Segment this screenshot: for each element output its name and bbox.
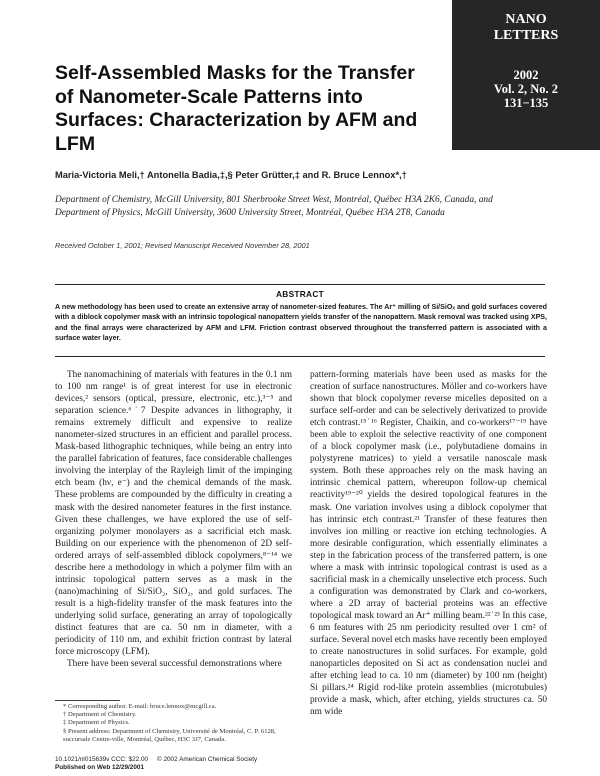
journal-name [452, 12, 600, 44]
footnote-present-address: § Present address: Department of Chemistry, Université de Montréal, C. P. 6128, succursale Centre-ville, Montréal, Québec, H3C 3J7, Canada. [63, 727, 276, 743]
abstract-heading: ABSTRACT [275, 289, 325, 299]
journal-citation [452, 68, 600, 110]
abstract-top-rule [55, 284, 545, 285]
journal-name-line1: NANO [505, 12, 547, 27]
imprint [55, 756, 257, 772]
journal-badge [452, 0, 600, 150]
author-list: Maria-Victoria Meli,† Antonella Badia,‡,§ Peter Grütter,‡ and R. Bruce Lennox*,† [55, 170, 407, 180]
abstract-text: A new methodology has been used to create an extensive array of nanometer-sized features. The Ar⁺ milling of Si/SiOₓ and gold surfaces covered with a diblock copolymer mask with an intrinsic topological nanopattern yields transfer of the nanopattern. Mask removal was tracked using XPS, and the final arrays were characterized by AFM and LFM. Friction contrast observed throughout the transferred pattern is associated with a surface water layer. [55, 303, 547, 343]
footnote-rule [55, 700, 120, 701]
body-paragraph: The nanomachining of materials with features in the 0.1 nm to 100 nm range¹ is of great interest for use in electronic devices,² sensors (optical, pressure, electronic, etc.),³⁻⁵ and separation science.⁶˙7 Despite advances in lithography, it remains extremely difficult and expensive to realize nanometer-sized structures in an efficient and parallel process. Mask-based lithographic techniques, while being an entry into the parallel fabrication of features, face considerable challenges involving the interplay of the Rayleigh limit of the impinging etch beam (hν, e⁻) and the chemical demands of the mask. These problems are compounded by the difficulty in creating a mask with the desired nanometer features in the first instance. Given these challenges, we have explored the use of self-organizing polymer monolayers as a sacrificial etch mask. Building on our experience with the phenomenon of 2D self-ordered arrays of self-assembled diblock copolymers,⁸⁻¹⁴ we describe here a methodology in which a polymer film with an intrinsic topological pattern serves as a mask in the (nano)machining of Si/SiO₂, SiO₂, and gold surfaces. The result is a high-fidelity transfer of the mask features into the underlying solid surface, generating an array of topologically distinct features that are ca. 50 nm in diameter, with a periodicity of 110 nm, and exhibit friction contrast by lateral force microscopy (LFM). [55, 370, 292, 658]
article-title: Self-Assembled Masks for the Transfer of Nanometer-Scale Patterns into Surfaces: Characterization by AFM and LFM [55, 62, 418, 155]
abstract-bottom-rule [55, 356, 545, 357]
journal-name-line2: LETTERS [493, 28, 559, 43]
journal-year: 2002 [513, 68, 539, 82]
footnote-chemistry: † Department of Chemistry. [63, 711, 137, 719]
footnotes [55, 703, 295, 744]
published-date: Published on Web 12/29/2001 [55, 764, 145, 772]
body-column-left [55, 369, 292, 670]
affiliations: Department of Chemistry, McGill University, 801 Sherbrooke Street West, Montréal, Québec H3A 2K6, Canada, and Department of Physics, McGill University, 3600 University Street, Montréal, Québec H3A 2T8, Canada [55, 195, 493, 219]
journal-volume-issue: Vol. 2, No. 2 [493, 82, 559, 96]
journal-pages: 131−135 [503, 96, 549, 110]
body-paragraph: There have been several successful demonstrations where [67, 659, 282, 670]
body-paragraph: pattern-forming materials have been used as masks for the creation of surface nanostructures. Möller and co-workers have shown that block copolymer reverse micelles deposited on a surface self-order and can be selectively derivatized to provide etch contrast.¹⁵˙¹⁶ Register, Chaikin, and co-workers¹⁷⁻¹⁹ have been able to exploit the selective reactivity of one component of a block copolymer mask (i.e., polybutadiene domains in polystyrene matrices) to yield a versatile nanoscale mask system. Both these approaches rely on the mask having an intrinsic chemical pattern, whereupon follow-up chemical reactivity¹⁹⁻²⁰ yields the desired topological features in the mask. One variation involves using a diblock copolymer that has intrinsic etch contrast.²¹ Transfer of these features then involves ion milling or reactive ion etching technologies. A more desirable configuration, which essentially eliminates a step in the fabrication process of the transferred pattern, is one where a mask with intrinsic topological contrast is used as a sacrificial mask in a chemically unselective etch process. Such a configuration was demonstrated by Clark and co-workers, where a 2D array of bacterial proteins was an effective topological mask toward an Ar⁺ milling beam.²²˙²³ In this case, 6 nm features with 25 nm periodicity resulted over 1 cm² of surface. Several novel etch masks have recently been employed to create nanostructures in solid surfaces. For example, gold nanoparticles deposited on Si act as condensation nuclei and after etching lead to ca. 10 nm (diameter) by 100 nm (height) Si pillars.²⁴ Rigid rod-like protein assemblies (microtubules) provide a mask, which, after etching, yields structures ca. 50 nm wide [310, 370, 547, 718]
footnote-physics: ‡ Department of Physics. [63, 719, 130, 727]
footnote-corresponding-author: * Corresponding author. E-mail: bruce.lennox@mcgill.ca. [63, 703, 217, 710]
body-column-right [310, 369, 547, 718]
doi-line: 10.1021/nl015639v CCC: $22.00 © 2002 American Chemical Society [55, 756, 258, 763]
received-dates: Received October 1, 2001; Revised Manuscript Received November 28, 2001 [55, 241, 310, 250]
